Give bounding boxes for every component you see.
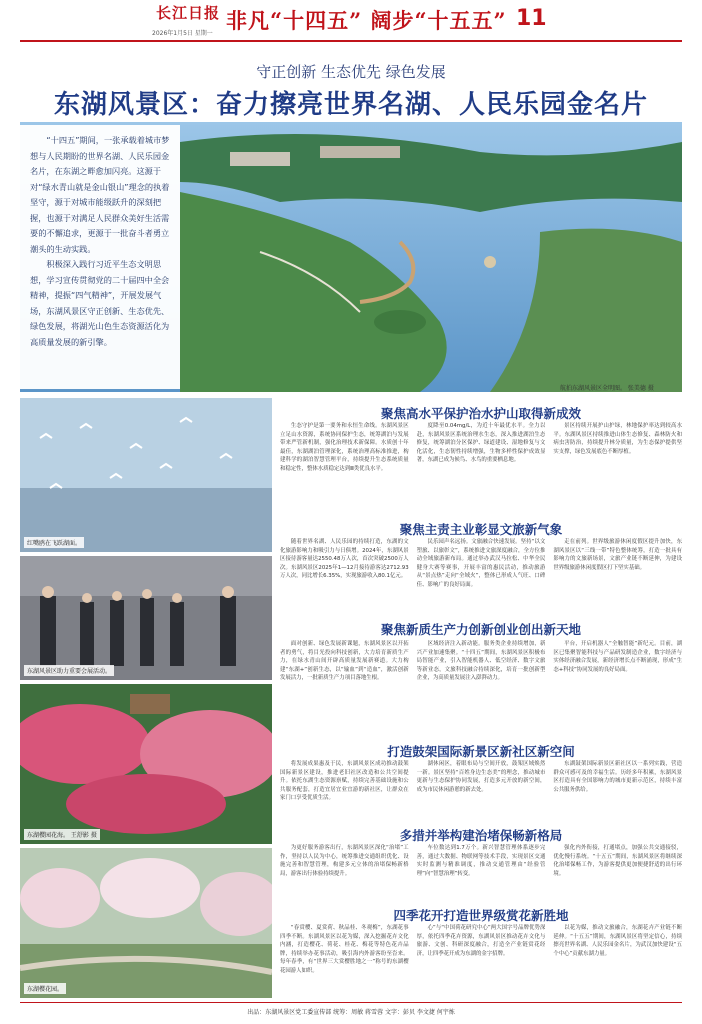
text-column: 生态守护是第一要务和永恒生命线。东湖风景区立足山水资源，系统协同保护生态，统筹湖泊与发展带来严管新机制，强化治理技术新保障。水质创十年最佳，东湖湖泊管理深化，系统治理高标准推进，构建科学的湖泊智慧管理平台，持续提升生态系统质量和稳定性，整体水质稳定达到Ⅲ类优良水平。 [280, 423, 409, 472]
headline-kicker: 守正创新 生态优先 绿色发展 [256, 63, 446, 81]
photo-caption: 东湖樱花园。 [24, 983, 66, 994]
masthead [0, 0, 702, 54]
main-headline: 东湖风景区：奋力擦亮世界名湖、人民乐园金名片 [53, 90, 648, 120]
event-photo [20, 556, 272, 680]
text-column: 度降至0.04mg/L，为近十年最优水平。全力以赴，东湖风景区系统治理水生态，深入推进湖泊生态修复，统筹湖泊分区保护、绿道建设、湿地修复与文化活化，生态韧性持续增强，生物多样性保护成效显著，东湖已成为候鸟、水鸟的重要栖息地。 [416, 423, 546, 464]
section-title: 聚焦主责主业彰显文旅新气象 [399, 522, 563, 537]
photo-caption: 东湖风景区助力重要会展活动。 [24, 665, 114, 676]
text-column: 面对创新、绿色发展新课题，东湖风景区以开拓者的勇气，将目光投向科技创新，大力培育新质生产力，在绿水青山间开辟高质量发展新赛道。大力构建“东湖+”创新生态，以“输血”到“造血”，激活创新发展活力，一批新质生产力项目落地生根。 [280, 641, 409, 682]
page-banner: 非凡“十四五” 阔步“十五五” [226, 8, 507, 33]
text-column: 民乐园声名远扬。文旅融合快速发展。坚持“以文塑旅、以旅彰文”，系统推进文旅深度融合，全方位推动全域旅游新布局。通过举办武汉马拉松、中华全民健身大赛等赛事，开展丰富的惠民活动，推动旅游从“景点热”走向“全域火”，整体已形成人气旺、口碑佳、影响广的良好局面。 [416, 539, 546, 588]
section-title: 打造鼓架国际新景区新社区新空间 [387, 744, 575, 759]
section-body [280, 844, 682, 900]
issue-date: 2026年1月5日 星期一 [152, 30, 213, 37]
photo-caption: 红嘴鸥在飞跃湖面。 [24, 537, 84, 548]
section-body [280, 640, 682, 720]
credits-footer: 出品：东湖风景区党工委宣传部 统筹：周敏 蒋雪蓉 文字：彭贝 李文捷 何宇炼 [247, 1009, 455, 1016]
text-column: 景区持续开展护山护绿，林地保护率达到较高水平。东湖风景区持续推进山体生态修复、森林防火和病虫害防治，持续提升林分质量，为生态保护提供坚实支撑，绿色发展底色不断厚植。 [553, 423, 683, 455]
photo-caption: 东湖樱园花海。 王舒影 摄 [24, 829, 100, 840]
cherry-park-photo [20, 848, 272, 998]
section-body [280, 422, 682, 506]
text-column: 区域经济注入新动能。服务类企业持续增加，新兴产业加速集聚。“十四五”期间，东湖风景区积极布局智能产业，引入智能机器人、低空经济、数字文旅等新业态，文旅科技融合持续深化，培育一批创新型企业，为高质量发展注入澎湃动力。 [416, 641, 546, 682]
gulls-illustration [20, 398, 272, 552]
intro-paragraph: “十四五”期间，一张承载着城市梦想与人民期盼的世界名湖、人民乐园金名片，在东湖之畔愈加闪亮。这源于对“绿水青山就是金山银山”理念的执着坚守，源于对城市能级跃升的深刻把握，也源于对满足人民群众美好生活需要的不懈追求，更源于一批奋斗者勇立潮头的生动实践。 [30, 135, 170, 254]
section-body [280, 924, 682, 1000]
section-body [280, 538, 682, 614]
text-column: 车位数达到1.7万个。新兴智慧管理体系逐步完善，通过大数据、物联网等技术手段，实现景区交通实时监测与精准调度，推动交通管理由“经验管理”向“智慧治理”转变。 [416, 845, 546, 877]
intro-paragraph: 积极深入践行习近平生态文明思想，学习宣传贯彻党的二十届四中全会精神，提振“四气精神”，开展发展气场，东湖风景区守正创新、生态优先、绿色发展，将湖光山色生态资源活化为高质量发展的新引擎。 [30, 259, 170, 347]
section-title: 聚焦高水平保护治水护山取得新成效 [380, 406, 581, 421]
text-column: 走在前列。世界级旅游休闲度假区提升加快，东湖风景区以“三线一带”特色整体统筹，打造一批具有影响力的文旅新场景，文旅产业链不断延伸，为建设世界级旅游休闲度假区打下坚实基础。 [553, 539, 683, 571]
text-column: 平台，开启机器人“全触智能”新纪元。目前，湖区已集聚智能科技与产品研发制造企业，数字经济与实体经济融合发展，新经济增长点不断涌现，形成“生态+科技”协同发展的良好局面。 [553, 641, 683, 673]
cherry-park-illustration [20, 848, 272, 998]
text-column: 心”与“中国荷花研究中心”两大国字号品牌优势深厚，依托四季花卉资源，东湖风景区推动花卉文化与旅游、文创、科研深度融合，打造全产业链赏花经济，让四季花开成为东湖的金字招牌。 [416, 925, 546, 957]
text-column: 将发展成果惠及于民，东湖风景区成功推动鼓架国际新景区建设，推进老旧社区改造和公共空间提升。依托东湖生态资源禀赋，持续完善基础设施和公共服务配套，打造宜居宜业宜游的新社区，让群众在家门口享受优质生活。 [280, 761, 409, 802]
section-body [280, 760, 682, 820]
gulls-photo [20, 398, 272, 552]
event-illustration [20, 556, 272, 680]
cherry-garden-illustration [20, 684, 272, 844]
cherry-garden-photo [20, 684, 272, 844]
section-title: 四季花开打造世界级赏花新胜地 [393, 908, 569, 923]
text-column: 以花为媒，推动文旅融合，东湖花卉产业链不断延伸。“十五五”期间，东湖风景区将坚定信心，持续擦亮世界名湖、人民乐园金名片，为武汉加快建设“五个中心”贡献东湖力量。 [553, 925, 683, 957]
page-number: 11 [516, 6, 547, 31]
text-column: 东湖鼓架国际新景区新社区以一系列实践，营造群众可感可及的幸福生活。历经多年积累，东湖风景区打造具有全国影响力的城市更新示范区，持续丰富公共服务供给。 [553, 761, 683, 793]
intro-text-box [20, 125, 180, 389]
text-column: “春赏樱、夏赏荷、秋品桂、冬观梅”，东湖花事四季不断。东湖风景区以花为媒，深入挖掘花卉文化内涵，打造樱花、荷花、桂花、梅花等特色花卉品牌，持续举办花事活动，吸引海内外游客纷至沓来。每年春季，有“世界三大赏樱胜地之一”称号的东湖樱花园游人如织。 [280, 925, 409, 974]
text-column: 湖休闲区，着眼布局与空间开放，鼓架区域焕然一新。景区坚持“百姓身边生态美”的理念，推动城市更新与生态保护协同发展，打造多元开放的新空间，成为市民休闲游憩的新去处。 [416, 761, 546, 793]
section-title: 多措并举构建治堵保畅新格局 [399, 828, 563, 843]
masthead-rule [20, 40, 682, 42]
text-column: 强化内外衔接，打通堵点，加强公共交通接驳，优化慢行系统。“十五五”期间，东湖风景区将继续深化治堵保畅工作，为游客提供更加便捷舒适的出行环境。 [553, 845, 683, 877]
hero-caption: 航拍东湖风景区全明图。 张美德 摄 [560, 385, 654, 392]
text-column: 为更好服务游客出行，东湖风景区深化“治堵”工作，坚持以人民为中心，统筹推进交通组织优化、设施完善和智慧管理，构建多元立体的治堵保畅新格局，游客出行体验持续提升。 [280, 845, 409, 877]
footer-rule [20, 1002, 682, 1003]
text-column: 随着世界名湖、人民乐园的持续打造，东湖的文化旅游影响力和吸引力与日俱增。2024年，东湖风景区接待游客量达2550.48万人次，首次突破2500万人次。东湖风景区2025年1—12月接待游客达2712.93万人次，同比增长6.35%，实现旅游收入80.1亿元。 [280, 539, 409, 580]
newspaper-logo: 长江日报 [156, 4, 221, 22]
section-title: 聚焦新质生产力创新创业创出新天地 [380, 622, 581, 637]
